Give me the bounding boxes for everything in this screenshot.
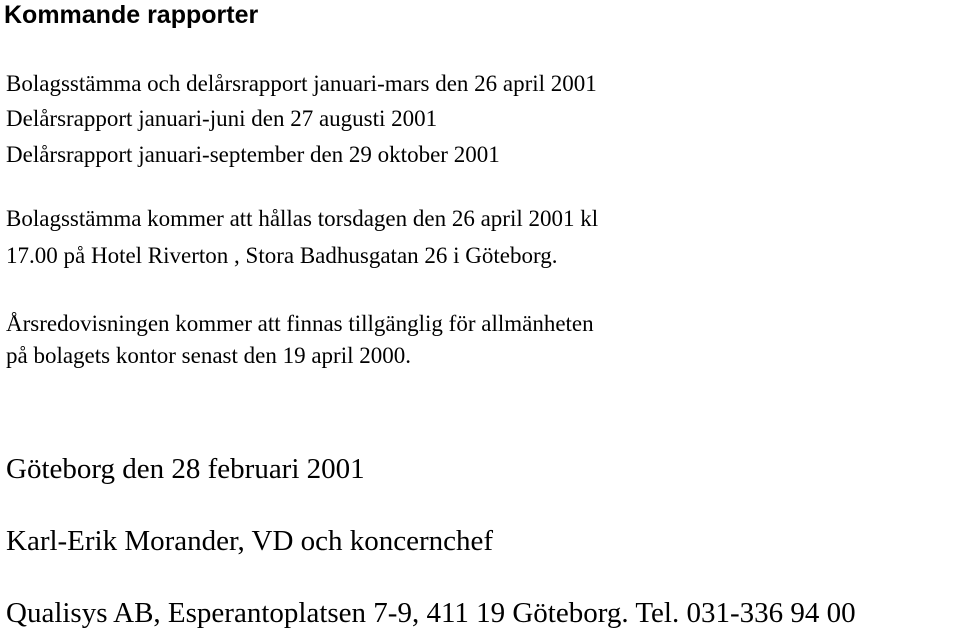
- date-line: Göteborg den 28 februari 2001: [6, 453, 365, 485]
- page-title: Kommande rapporter: [4, 1, 259, 29]
- schedule-line-3: Delårsrapport januari-september den 29 oktober 2001: [6, 142, 500, 167]
- annual-report-line-2: på bolagets kontor senast den 19 april 2000.: [6, 343, 411, 368]
- meeting-line-1: Bolagsstämma kommer att hållas torsdagen den 26 april 2001 kl: [6, 206, 599, 231]
- schedule-line-1: Bolagsstämma och delårsrapport januari-mars den 26 april 2001: [6, 71, 597, 96]
- schedule-line-2: Delårsrapport januari-juni den 27 augusti 2001: [6, 106, 438, 131]
- signature-line: Karl-Erik Morander, VD och koncernchef: [6, 525, 494, 557]
- company-contact-line: Qualisys AB, Esperantoplatsen 7-9, 411 19 Göteborg. Tel. 031-336 94 00: [6, 597, 856, 629]
- annual-report-line-1: Årsredovisningen kommer att finnas tillgänglig för allmänheten: [6, 311, 594, 336]
- meeting-line-2: 17.00 på Hotel Riverton , Stora Badhusgatan 26 i Göteborg.: [6, 243, 558, 268]
